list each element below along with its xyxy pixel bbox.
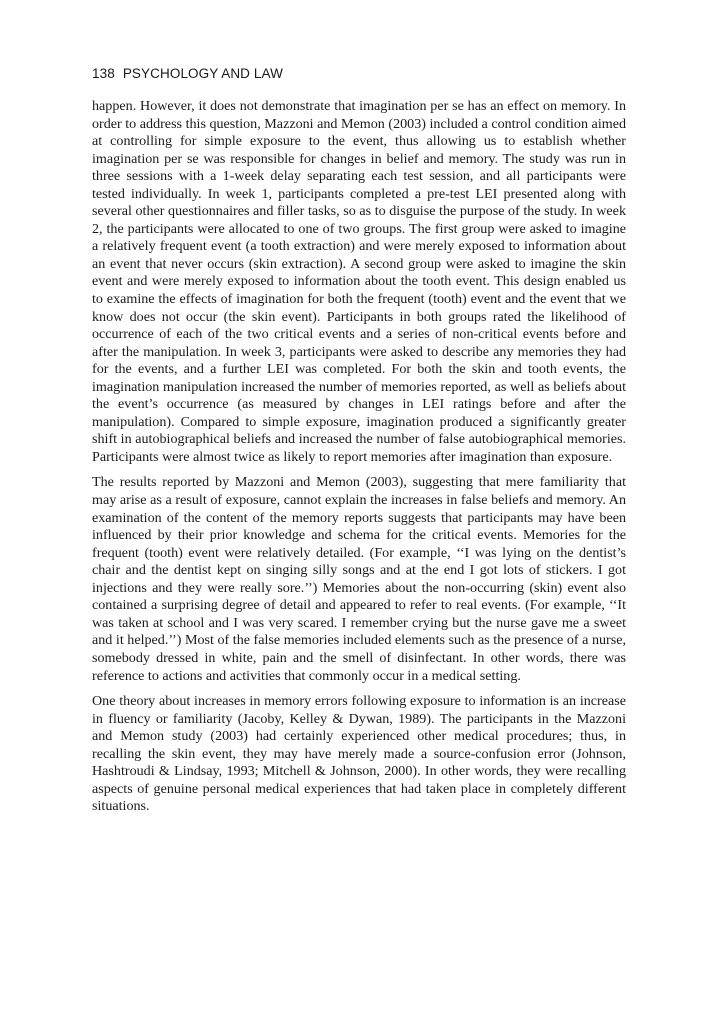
paragraph: One theory about increases in memory errors following exposure to information is an increase in fluency or familiarity (Jacoby, Kelley & Dywan, 1989). The participants in the Mazzoni and Memon study (2003) had certainly experienced other medical procedures; thus, in recalling the skin event, they may have merely made a source-confusion error (Johnson, Hashtroudi & Lindsay, 1993; Mitchell & Johnson, 2000). In other words, they were recalling aspects of genuine personal medical experiences that had taken place in completely different situations.	[92, 693, 626, 815]
running-head	[92, 66, 283, 81]
paragraph: happen. However, it does not demonstrate that imagination per se has an effect on memory. In order to address this question, Mazzoni and Memon (2003) included a control condition aimed at controlling for simple exposure to the event, thus allowing us to establish whether imagination per se was responsible for changes in belief and memory. The study was run in three sessions with a 1-week delay separating each test session, and all participants were tested individually. In week 1, participants completed a pre-test LEI presented along with several other questionnaires and filler tasks, so as to disguise the purpose of the study. In week 2, the participants were allocated to one of two groups. The first group were asked to imagine a relatively frequent event (a tooth extraction) and were merely exposed to information about an event that never occurs (skin extraction). A second group were asked to imagine the skin event and were merely exposed to information about the tooth event. This design enabled us to examine the effects of imagination for both the frequent (tooth) event and the event that we know does not occur (the skin event). Participants in both groups rated the likelihood of occurrence of each of the two critical events and a series of non-critical events before and after the manipulation. In week 3, participants were asked to describe any memories they had for the events, and a further LEI was completed. For both the skin and tooth events, the imagination manipulation increased the number of memories reported, as well as beliefs about the event’s occurrence (as measured by changes in LEI ratings before and after the manipulation). Compared to simple exposure, imagination produced a significantly greater shift in autobiographical beliefs and increased the number of false autobiographical memories. Participants were almost twice as likely to report memories after imagination than exposure.	[92, 98, 626, 465]
body-text	[92, 98, 626, 824]
paragraph: The results reported by Mazzoni and Memon (2003), suggesting that mere familiarity that may arise as a result of exposure, cannot explain the increases in false beliefs and memory. An examination of the content of the memory reports suggests that participants may have been influenced by their prior knowledge and schema for the critical events. Memories for the frequent (tooth) event were relatively detailed. (For example, ‘‘I was lying on the dentist’s chair and the dentist kept on singing silly songs and at the end I got lots of stickers. I got injections and they were really sore.’’) Memories about the non-occurring (skin) event also contained a surprising degree of detail and appeared to refer to real events. (For example, ‘‘It was taken at school and I was very scared. I remember crying but the nurse gave me a sweet and it helped.’’) Most of the false memories included elements such as the presence of a nurse, somebody dressed in white, pain and the smell of disinfectant. In other words, there was reference to actions and activities that commonly occur in a medical setting.	[92, 474, 626, 684]
running-title: PSYCHOLOGY AND LAW	[122, 66, 283, 81]
page-number: 138	[92, 66, 115, 81]
